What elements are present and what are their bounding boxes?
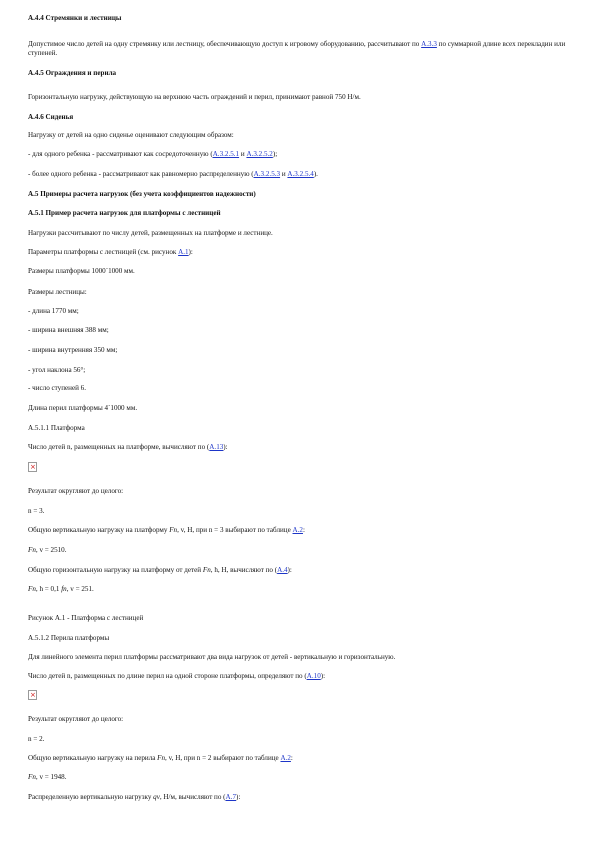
paragraph-round-1: Результат округляют до целого: (28, 487, 124, 495)
link-table-a2[interactable]: А.2 (292, 526, 303, 534)
list-item-steps: - число ступеней 6. (28, 384, 86, 392)
link-formula-a13[interactable]: А.13 (209, 443, 224, 451)
list-item-width-inner: - ширина внутренняя 350 мм; (28, 346, 118, 354)
equation-fn-h-251: Fn, h = 0,1 fn, v = 251. (28, 585, 94, 593)
list-item-multiple-children: - более одного ребенка - рассматривают как равномерно распределенную (А.3.2.5.3 и А.3.2.5.4). (28, 170, 318, 178)
paragraph-a46: Нагрузку от детей на одно сиденье оценивают следующим образом: (28, 131, 234, 139)
paragraph-distributed-load: Распределенную вертикальную нагрузку qv, Н/м, вычисляют по (А.7): (28, 793, 241, 801)
heading-a51: А.5.1 Пример расчета нагрузок для платформы с лестницей (28, 209, 221, 217)
paragraph-children-platform: Число детей n, размещенных на платформе, вычисляют по (А.13): (28, 443, 228, 451)
heading-a511: А.5.1.1 Платформа (28, 424, 85, 432)
link-formula-a7[interactable]: А.7 (225, 793, 236, 801)
link-table-a2-second[interactable]: А.2 (280, 754, 291, 762)
formula-image-broken-2 (28, 690, 37, 700)
paragraph-horizontal-load: Общую горизонтальную нагрузку на платформу от детей Fn, h, Н, вычисляют по (А.4): (28, 566, 292, 574)
paragraph-ladder-size: Размеры лестницы: (28, 288, 87, 296)
paragraph-platform-size: Размеры платформы 1000´1000 мм. (28, 267, 135, 275)
equation-n-3: n = 3. (28, 507, 45, 515)
link-a3252[interactable]: А.3.2.5.2 (246, 150, 273, 158)
paragraph-a45: Горизонтальную нагрузку, действующую на верхнюю часть ограждений и перил, принимают равной 750 Н/м. (28, 93, 361, 101)
equation-fn-v-2510: Fn, v = 2510. (28, 546, 67, 554)
paragraph-rail-loads: Для линейного элемента перил платформы рассматривают два вида нагрузок от детей - вертикальную и горизонтальную. (28, 653, 396, 661)
list-item-angle: - угол наклона 56°; (28, 366, 86, 374)
broken-image-icon: × (30, 691, 36, 699)
paragraph-params: Параметры платформы с лестницей (см. рисунок А.1): (28, 248, 193, 256)
paragraph-children-rail: Число детей n, размещенных по длине перил на одной стороне платформы, определяют по (А.10): (28, 672, 326, 680)
paragraph-a44: Допустимое число детей на одну стремянку или лестницу, обеспечивающую доступ к игровому оборудованию, рассчитывают по А.3.3 по суммарной длине всех перекладин или ступеней. (28, 40, 566, 57)
broken-image-icon: × (30, 463, 36, 471)
paragraph-vertical-load-platform: Общую вертикальную нагрузку на платформу Fn, v, Н, при n = 3 выбирают по таблице А.2: (28, 526, 305, 534)
link-formula-a10[interactable]: А.10 (306, 672, 321, 680)
equation-fn-v-1948: Fn, v = 1948. (28, 773, 67, 781)
heading-a44: А.4.4 Стремянки и лестницы (28, 14, 122, 22)
heading-a45: А.4.5 Ограждения и перила (28, 69, 117, 77)
list-item-single-child: - для одного ребенка - рассматривают как сосредоточенную (А.3.2.5.1 и А.3.2.5.2); (28, 150, 278, 158)
list-item-width-outer: - ширина внешняя 388 мм; (28, 326, 109, 334)
link-figure-a1[interactable]: А.1 (178, 248, 189, 256)
paragraph-round-2: Результат округляют до целого: (28, 715, 124, 723)
link-a3251[interactable]: А.3.2.5.1 (212, 150, 240, 158)
heading-a5: А.5 Примеры расчета нагрузок (без учета коэффициентов надежности) (28, 190, 256, 198)
equation-n-2: n = 2. (28, 735, 45, 743)
heading-a512: А.5.1.2 Перила платформы (28, 634, 110, 642)
heading-a46: А.4.6 Сиденья (28, 113, 74, 121)
link-a3253[interactable]: А.3.2.5.3 (253, 170, 281, 178)
link-a33[interactable]: А.3.3 (421, 40, 437, 48)
link-formula-a4[interactable]: А.4 (277, 566, 288, 574)
figure-caption-a1: Рисунок А.1 - Платформа с лестницей (28, 614, 144, 622)
link-a3254[interactable]: А.3.2.5.4 (287, 170, 314, 178)
formula-image-broken (28, 462, 37, 472)
paragraph-rail-length: Длина перил платформы 4´1000 мм. (28, 404, 138, 412)
paragraph-a51: Нагрузки рассчитывают по числу детей, размещенных на платформе и лестнице. (28, 229, 273, 237)
list-item-length: - длина 1770 мм; (28, 307, 79, 315)
paragraph-vertical-load-rail: Общую вертикальную нагрузку на перила Fn, v, Н, при n = 2 выбирают по таблице А.2: (28, 754, 293, 762)
